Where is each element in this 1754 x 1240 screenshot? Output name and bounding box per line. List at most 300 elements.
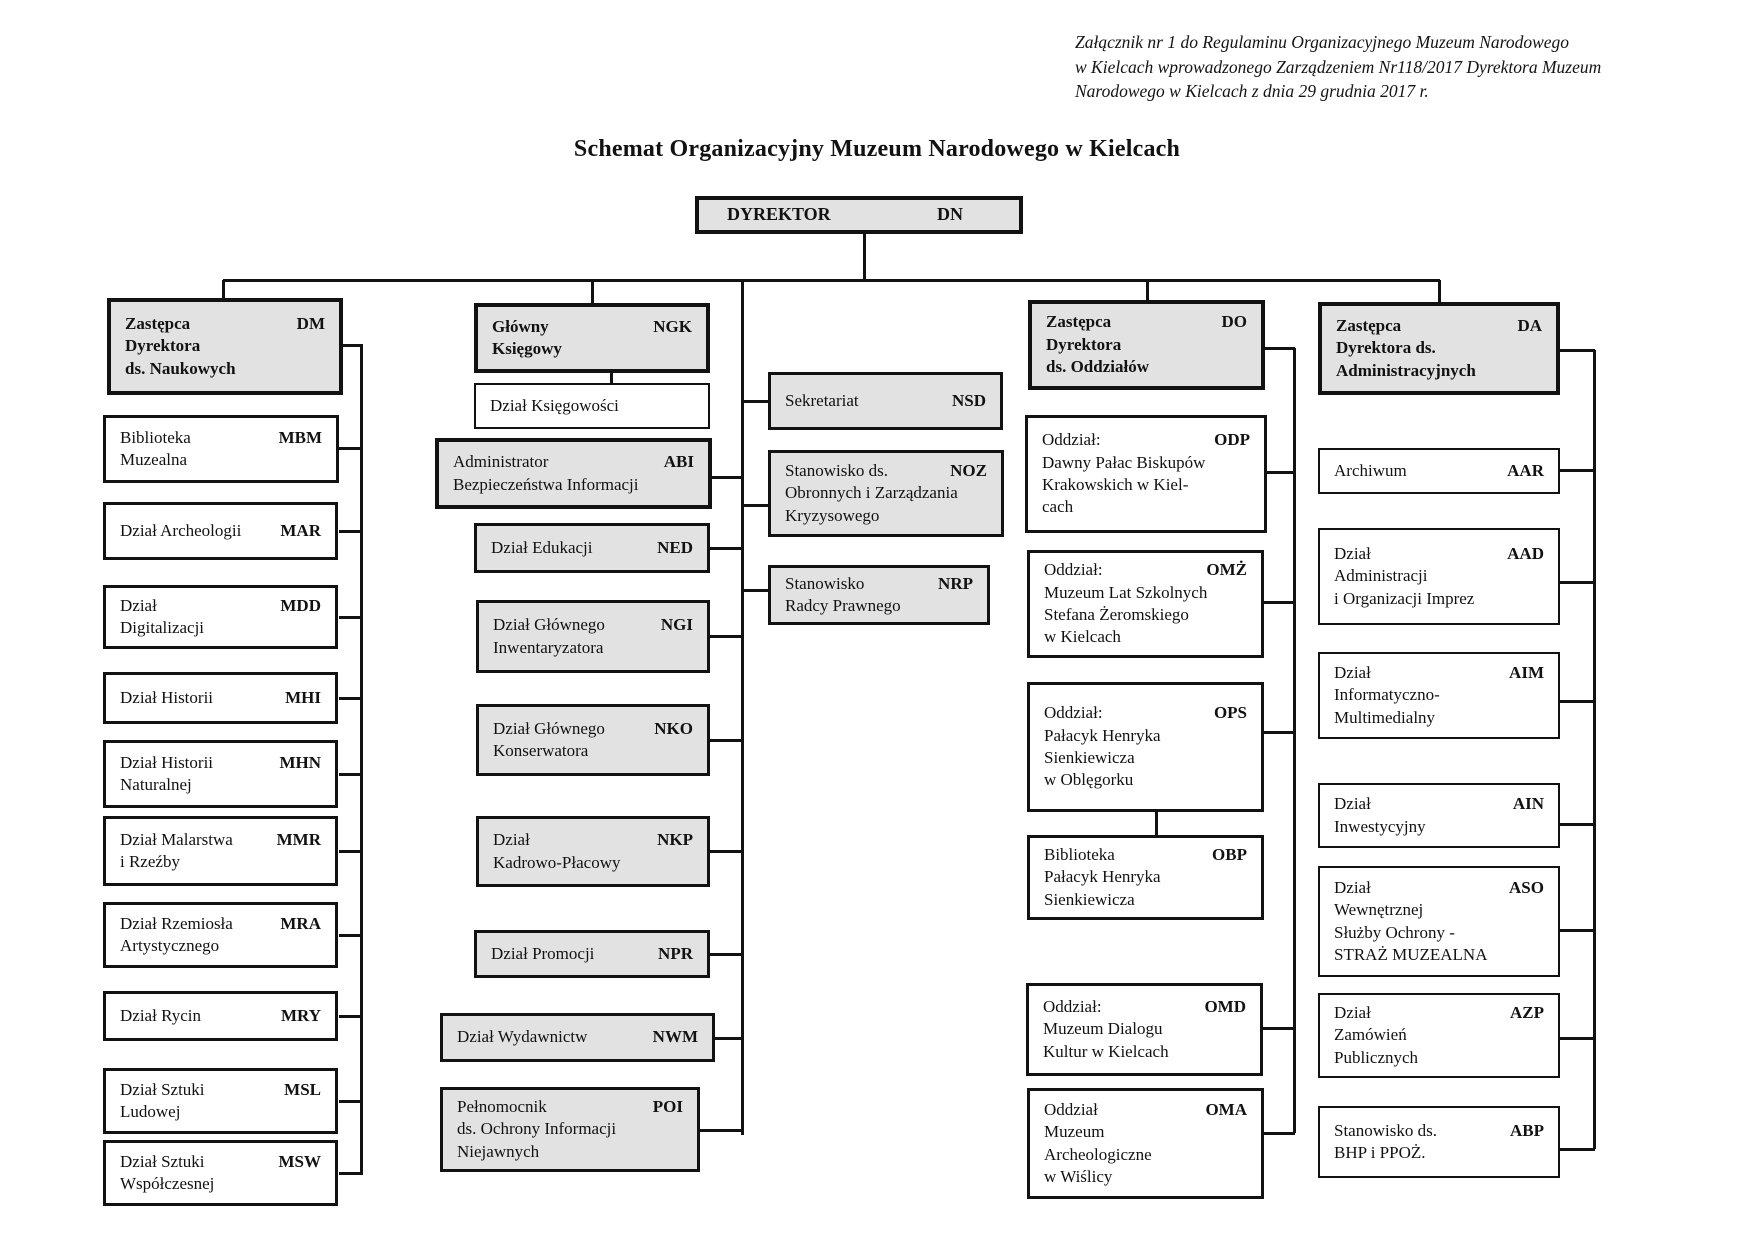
- connector-line: [339, 530, 363, 533]
- org-box-text-line: [457, 1118, 683, 1140]
- connector-line: [743, 589, 770, 592]
- connector-line: [591, 280, 594, 305]
- org-box-text-line: [1334, 565, 1544, 587]
- unit-label: Archeologiczne: [1044, 1144, 1152, 1164]
- unit-code: DO: [1221, 312, 1247, 332]
- org-box-ngk: [474, 303, 710, 373]
- org-box-msw: [103, 1140, 338, 1206]
- org-box-text-line: [493, 829, 693, 851]
- connector-line: [1558, 349, 1595, 352]
- attachment-note: [1075, 30, 1747, 104]
- org-box-text-line: [120, 520, 321, 542]
- connector-line: [222, 280, 225, 300]
- unit-code: OPS: [1213, 703, 1247, 723]
- org-box-text-line: [120, 935, 321, 957]
- connector-line: [223, 279, 1440, 282]
- org-box-text-line: [1334, 1002, 1544, 1024]
- org-box-text-line: [1334, 707, 1544, 729]
- org-box-text-line: [1336, 360, 1542, 382]
- unit-label: Sienkiewicza: [1044, 889, 1135, 909]
- attachment-note-line: Narodowego w Kielcach z dnia 29 grudnia 2017 r.: [1075, 81, 1429, 101]
- org-box-text-line: [1334, 816, 1544, 838]
- org-box-ksieg: [474, 383, 710, 429]
- unit-label: Bezpieczeństwa Informacji: [453, 474, 639, 494]
- unit-label: Stanowisko ds.: [1334, 1120, 1437, 1140]
- unit-code: AIM: [1509, 662, 1544, 682]
- unit-label: Służby Ochrony -: [1334, 922, 1455, 942]
- unit-code: MHI: [285, 687, 321, 707]
- org-box-text-line: [1042, 429, 1250, 451]
- unit-label: Dział Sztuki: [120, 1151, 205, 1171]
- connector-line: [610, 373, 613, 385]
- org-box-omz: [1027, 550, 1264, 658]
- unit-label: Oddział: [1044, 1099, 1098, 1119]
- unit-label: Informatyczno-: [1334, 685, 1440, 705]
- org-box-oma: [1027, 1088, 1264, 1199]
- unit-code: MBM: [278, 427, 322, 447]
- unit-code: MHN: [279, 752, 321, 772]
- unit-label: Artystycznego: [120, 936, 220, 955]
- org-box-text-line: [1334, 877, 1544, 899]
- unit-code: MDD: [280, 595, 321, 615]
- org-box-nwm: [440, 1013, 715, 1062]
- org-box-text-line: [1044, 1099, 1247, 1121]
- connector-line: [339, 616, 363, 619]
- org-box-mhn: [103, 740, 338, 808]
- org-box-text-line: [1334, 922, 1544, 944]
- connector-line: [1262, 731, 1295, 734]
- unit-label: w Kielcach: [1044, 627, 1121, 647]
- org-box-dm: [107, 298, 343, 395]
- unit-label: Pałacyk Henryka: [1044, 867, 1161, 887]
- unit-label: Sienkiewicza: [1044, 748, 1135, 767]
- org-box-text-line: [1334, 793, 1544, 815]
- unit-label: Ludowej: [120, 1102, 181, 1121]
- unit-code: AIN: [1512, 794, 1544, 814]
- unit-label: Publicznych: [1334, 1047, 1419, 1067]
- unit-label: Zastępca: [1046, 312, 1112, 332]
- connector-line: [1261, 1027, 1295, 1030]
- attachment-note-line: w Kielcach wprowadzonego Zarządzeniem Nr118/2017 Dyrektora Muzeum: [1075, 56, 1602, 77]
- unit-label: ds. Ochrony Informacji: [457, 1119, 617, 1139]
- unit-label: Dział Historii: [120, 687, 214, 707]
- unit-code: NSD: [951, 390, 986, 410]
- unit-label: Dział Rzemiosła: [120, 913, 233, 933]
- unit-label: Biblioteka: [120, 427, 191, 447]
- org-box-odp: [1025, 415, 1267, 533]
- org-box-text-line: [1043, 1018, 1246, 1040]
- org-box-dn: [695, 196, 1023, 234]
- connector-line: [741, 280, 744, 1135]
- org-box-text-line: [1043, 1041, 1246, 1063]
- connector-line: [1558, 929, 1595, 932]
- org-box-text-line: [491, 943, 693, 965]
- unit-code: ABP: [1510, 1120, 1544, 1140]
- unit-label: Dział Archeologii: [120, 520, 242, 540]
- unit-label: Dział Promocji: [491, 943, 595, 963]
- org-box-text-line: [1336, 337, 1542, 359]
- org-box-text-line: [1043, 996, 1246, 1018]
- unit-label: Muzeum: [1044, 1122, 1105, 1142]
- org-box-text-line: [120, 427, 322, 449]
- org-box-text-line: [1044, 889, 1247, 911]
- unit-label: Radcy Prawnego: [785, 596, 901, 615]
- org-box-mmr: [103, 816, 338, 886]
- org-box-text-line: [120, 1173, 321, 1195]
- unit-label: Archiwum: [1334, 460, 1407, 480]
- org-box-text-line: [1334, 1047, 1544, 1069]
- unit-label: Dyrektora: [1046, 334, 1122, 354]
- org-box-noz: [768, 450, 1004, 537]
- org-box-text-line: [120, 1151, 321, 1173]
- org-box-text-line: [785, 505, 987, 527]
- org-box-text-line: [120, 774, 321, 796]
- org-box-nrp: [768, 565, 990, 625]
- connector-line: [708, 635, 743, 638]
- unit-label: Oddział:: [1043, 996, 1102, 1016]
- unit-label: Oddział:: [1044, 560, 1103, 580]
- org-box-poi: [440, 1087, 700, 1172]
- unit-code: NGI: [660, 615, 693, 635]
- unit-code: AAD: [1507, 543, 1544, 563]
- connector-line: [339, 447, 363, 450]
- org-box-text-line: [120, 687, 321, 709]
- org-box-text-line: [1044, 769, 1247, 791]
- connector-line: [708, 739, 743, 742]
- org-box-abp: [1318, 1106, 1560, 1178]
- org-box-text-line: [727, 203, 963, 227]
- org-box-text-line: [1336, 315, 1542, 337]
- unit-label: Dział Rycin: [120, 1005, 201, 1025]
- connector-line: [1263, 347, 1295, 350]
- unit-label: Niejawnych: [457, 1141, 540, 1161]
- connector-line: [708, 953, 743, 956]
- unit-label: Zamówień: [1334, 1025, 1407, 1045]
- unit-label: Naturalnej: [120, 775, 192, 794]
- org-box-text-line: [1334, 662, 1544, 684]
- unit-label: Dział: [493, 830, 530, 850]
- org-box-text-line: [120, 617, 321, 639]
- connector-line: [1293, 348, 1296, 1133]
- unit-code: NED: [657, 537, 693, 557]
- org-box-text-line: [120, 829, 321, 851]
- unit-label: Dawny Pałac Biskupów: [1042, 452, 1206, 472]
- connector-line: [1558, 700, 1595, 703]
- org-box-omd: [1026, 983, 1263, 1076]
- org-box-obp: [1027, 835, 1264, 920]
- unit-code: DM: [296, 313, 325, 333]
- org-box-text-line: [1334, 899, 1544, 921]
- unit-label: BHP i PPOŻ.: [1334, 1143, 1426, 1162]
- org-box-text-line: [491, 537, 693, 559]
- org-box-text-line: [120, 1005, 321, 1027]
- unit-label: Dział Malarstwa: [120, 829, 233, 849]
- org-box-text-line: [1044, 559, 1247, 581]
- org-box-text-line: [120, 913, 321, 935]
- org-box-text-line: [493, 614, 693, 636]
- unit-label: Stanowisko: [785, 573, 865, 593]
- org-box-aad: [1318, 528, 1560, 625]
- org-box-mra: [103, 902, 338, 968]
- org-box-da: [1318, 302, 1560, 395]
- org-box-text-line: [453, 474, 694, 496]
- unit-label: Administracyjnych: [1336, 360, 1476, 380]
- unit-label: Dział: [1334, 877, 1371, 897]
- unit-code: MRY: [280, 1005, 321, 1025]
- org-box-text-line: [1044, 844, 1247, 866]
- unit-label: Dział Księgowości: [490, 395, 619, 415]
- org-box-text-line: [457, 1141, 683, 1163]
- unit-label: w Oblęgorku: [1044, 770, 1134, 790]
- unit-label: Kultur w Kielcach: [1043, 1041, 1169, 1061]
- org-box-text-line: [1334, 543, 1544, 565]
- org-box-ain: [1318, 783, 1560, 848]
- unit-code: AZP: [1510, 1002, 1544, 1022]
- org-box-text-line: [1044, 604, 1247, 626]
- unit-code: MSL: [284, 1079, 321, 1099]
- unit-code: ASO: [1509, 877, 1544, 897]
- org-box-text-line: [1046, 356, 1247, 378]
- org-box-text-line: [1044, 702, 1247, 724]
- unit-label: DYREKTOR: [727, 204, 831, 225]
- unit-label: Dział: [1334, 543, 1371, 563]
- org-box-text-line: [1334, 460, 1544, 482]
- unit-code: MAR: [280, 520, 321, 540]
- unit-label: Pełnomocnik: [457, 1096, 547, 1116]
- org-box-text-line: [785, 482, 987, 504]
- unit-label: Pałacyk Henryka: [1044, 725, 1161, 745]
- unit-label: Biblioteka: [1044, 844, 1115, 864]
- unit-label: cach: [1042, 497, 1074, 517]
- connector-line: [1265, 471, 1295, 474]
- unit-label: Muzeum Lat Szkolnych: [1044, 582, 1208, 602]
- chart-title: Schemat Organizacyjny Muzeum Narodowego w Kielcach: [573, 136, 1181, 162]
- unit-code: OMD: [1204, 996, 1246, 1016]
- unit-label: Oddział:: [1042, 430, 1101, 450]
- connector-line: [710, 476, 743, 479]
- connector-line: [339, 697, 363, 700]
- unit-label: Dyrektora ds.: [1336, 338, 1436, 358]
- unit-code: OMA: [1205, 1099, 1247, 1119]
- org-box-mhi: [103, 672, 338, 724]
- unit-label: i Organizacji Imprez: [1334, 588, 1475, 608]
- org-box-text-line: [1046, 311, 1247, 333]
- org-box-npr: [474, 930, 710, 978]
- connector-line: [698, 1129, 743, 1132]
- unit-code: NWM: [652, 1027, 698, 1047]
- org-box-mdd: [103, 585, 338, 649]
- unit-code: DA: [1517, 315, 1542, 335]
- unit-code: NPR: [658, 943, 693, 963]
- unit-label: Wewnętrznej: [1334, 900, 1424, 920]
- org-box-text-line: [457, 1096, 683, 1118]
- org-box-ned: [474, 523, 710, 573]
- unit-code: OBP: [1212, 844, 1247, 864]
- connector-line: [743, 504, 770, 507]
- connector-line: [1558, 1148, 1595, 1151]
- unit-label: ds. Oddziałów: [1046, 357, 1149, 377]
- unit-code: NOZ: [950, 460, 987, 480]
- connector-line: [1262, 1132, 1295, 1135]
- connector-line: [1155, 810, 1158, 837]
- unit-label: Stefana Żeromskiego: [1044, 605, 1189, 624]
- unit-label: Dział Głównego: [493, 718, 605, 738]
- unit-label: Oddział:: [1044, 703, 1103, 723]
- unit-label: Dział Edukacji: [491, 537, 593, 557]
- unit-label: Obronnych i Zarządzania: [785, 483, 958, 503]
- org-box-text-line: [1044, 626, 1247, 648]
- unit-label: i Rzeźby: [120, 852, 180, 871]
- org-box-mry: [103, 991, 338, 1041]
- org-box-text-line: [785, 390, 986, 412]
- connector-line: [713, 1037, 743, 1040]
- org-box-text-line: [125, 313, 325, 335]
- org-box-text-line: [493, 637, 693, 659]
- org-box-text-line: [1044, 1166, 1247, 1188]
- org-box-aar: [1318, 448, 1560, 494]
- org-box-text-line: [493, 740, 693, 762]
- org-box-text-line: [125, 358, 325, 380]
- connector-line: [339, 773, 363, 776]
- org-box-text-line: [1046, 334, 1247, 356]
- unit-label: Digitalizacji: [120, 618, 205, 637]
- unit-code: NRP: [938, 573, 973, 593]
- org-box-text-line: [493, 718, 693, 740]
- unit-code: NKO: [654, 718, 693, 738]
- org-box-nsd: [768, 372, 1003, 430]
- org-box-msl: [103, 1068, 338, 1134]
- unit-label: Inwentaryzatora: [493, 637, 604, 657]
- org-box-text-line: [1042, 474, 1250, 496]
- unit-label: Dział: [120, 595, 157, 615]
- org-box-text-line: [492, 338, 692, 360]
- connector-line: [339, 1015, 363, 1018]
- org-box-text-line: [1044, 582, 1247, 604]
- org-box-text-line: [1044, 1121, 1247, 1143]
- unit-label: Dział: [1334, 662, 1371, 682]
- org-box-text-line: [1044, 1144, 1247, 1166]
- org-box-text-line: [120, 1101, 321, 1123]
- unit-label: Współczesnej: [120, 1174, 215, 1193]
- org-box-text-line: [1042, 452, 1250, 474]
- unit-label: Dział: [1334, 794, 1371, 814]
- org-box-aso: [1318, 866, 1560, 977]
- connector-line: [1146, 280, 1149, 302]
- unit-label: Multimedialny: [1334, 707, 1436, 727]
- unit-label: Dział Wydawnictw: [457, 1027, 588, 1047]
- unit-label: Kadrowo-Płacowy: [493, 852, 621, 872]
- unit-label: ds. Naukowych: [125, 358, 236, 378]
- unit-code: NGK: [653, 316, 692, 336]
- org-box-text-line: [1334, 1120, 1544, 1142]
- unit-label: Zastępca: [1336, 315, 1402, 335]
- connector-line: [1558, 823, 1595, 826]
- org-box-ops: [1027, 682, 1264, 812]
- org-box-abi: [435, 438, 712, 509]
- unit-label: Muzealna: [120, 450, 188, 469]
- connector-line: [863, 234, 866, 280]
- org-box-text-line: [1334, 1142, 1544, 1164]
- attachment-note-line: Załącznik nr 1 do Regulaminu Organizacyjnego Muzeum Narodowego: [1075, 32, 1570, 52]
- org-box-text-line: [490, 395, 694, 417]
- connector-line: [360, 345, 363, 1175]
- org-box-text-line: [1334, 588, 1544, 610]
- unit-label: Krakowskich w Kiel-: [1042, 475, 1189, 494]
- unit-code: POI: [652, 1096, 683, 1116]
- connector-line: [1558, 469, 1595, 472]
- unit-label: w Wiślicy: [1044, 1166, 1113, 1186]
- org-box-nko: [476, 704, 710, 776]
- unit-code: AAR: [1507, 460, 1544, 480]
- unit-code: ABI: [663, 452, 694, 472]
- org-box-text-line: [125, 335, 325, 357]
- unit-code: MRA: [280, 913, 321, 933]
- connector-line: [1438, 280, 1441, 304]
- unit-label: Główny: [492, 316, 549, 336]
- unit-label: Dział Historii: [120, 752, 214, 772]
- unit-code: DN: [937, 204, 963, 225]
- org-box-text-line: [785, 573, 973, 595]
- org-box-text-line: [492, 316, 692, 338]
- org-box-text-line: [785, 595, 973, 617]
- connector-line: [1558, 581, 1595, 584]
- connector-line: [1558, 1037, 1595, 1040]
- connector-line: [339, 1100, 363, 1103]
- org-box-text-line: [457, 1026, 698, 1048]
- org-box-text-line: [1334, 1024, 1544, 1046]
- org-box-text-line: [785, 460, 987, 482]
- connector-line: [708, 850, 743, 853]
- org-box-mar: [103, 502, 338, 560]
- org-box-nkp: [476, 816, 710, 887]
- org-box-text-line: [1334, 944, 1544, 966]
- org-box-aim: [1318, 652, 1560, 739]
- org-box-azp: [1318, 993, 1560, 1078]
- org-box-text-line: [120, 1079, 321, 1101]
- unit-label: Dział Głównego: [493, 615, 605, 635]
- unit-label: Administracji: [1334, 566, 1428, 586]
- org-box-text-line: [1044, 747, 1247, 769]
- unit-label: Inwestycyjny: [1334, 816, 1426, 836]
- org-box-do: [1028, 300, 1265, 390]
- org-box-text-line: [1042, 496, 1250, 518]
- org-box-text-line: [1044, 725, 1247, 747]
- unit-label: Muzeum Dialogu: [1043, 1019, 1163, 1039]
- org-box-text-line: [120, 595, 321, 617]
- unit-label: Księgowy: [492, 339, 562, 358]
- unit-label: Sekretariat: [785, 390, 859, 410]
- connector-line: [743, 400, 770, 403]
- unit-label: Dział Sztuki: [120, 1079, 205, 1099]
- unit-code: ODP: [1214, 430, 1250, 450]
- unit-label: Kryzysowego: [785, 505, 880, 525]
- unit-label: Dział: [1334, 1002, 1371, 1022]
- unit-code: OMŻ: [1206, 560, 1247, 580]
- unit-label: STRAŻ MUZEALNA: [1334, 944, 1488, 964]
- org-box-text-line: [120, 851, 321, 873]
- unit-code: MSW: [278, 1151, 321, 1171]
- unit-label: Stanowisko ds.: [785, 460, 888, 480]
- connector-line: [339, 1172, 363, 1175]
- connector-line: [339, 934, 363, 937]
- org-box-text-line: [453, 451, 694, 473]
- org-box-text-line: [1334, 684, 1544, 706]
- connector-line: [708, 547, 743, 550]
- org-box-ngi: [476, 600, 710, 673]
- connector-line: [343, 344, 363, 347]
- org-box-text-line: [493, 852, 693, 874]
- org-box-text-line: [120, 449, 322, 471]
